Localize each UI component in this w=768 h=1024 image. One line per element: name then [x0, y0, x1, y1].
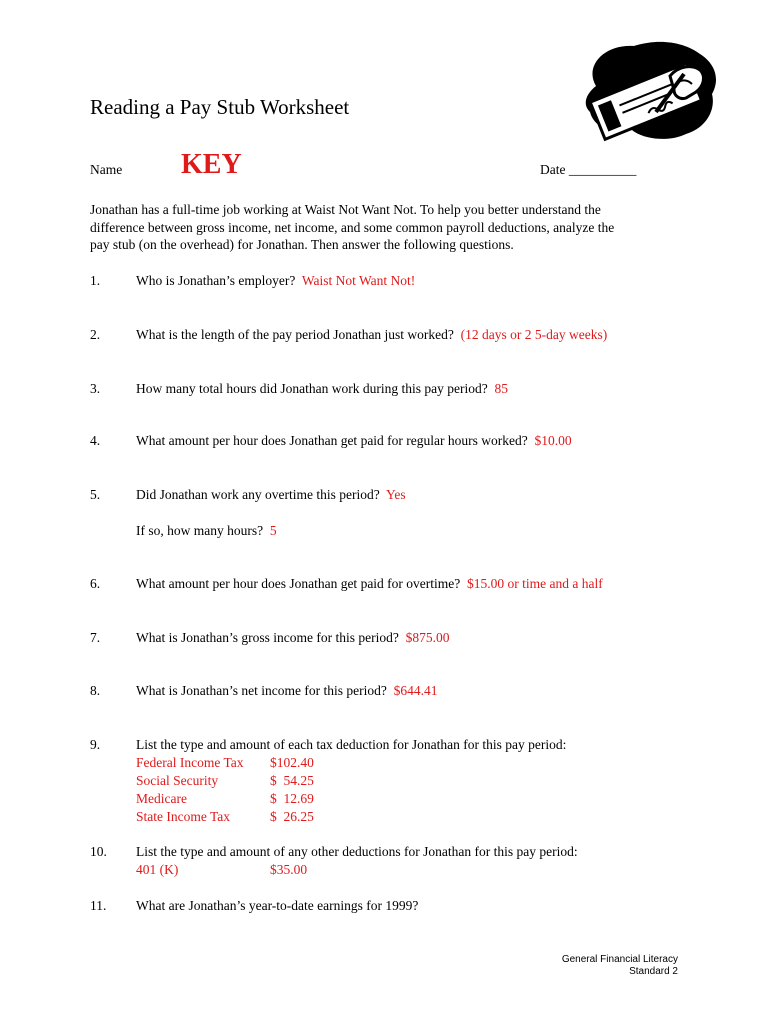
- question-text: How many total hours did Jonathan work during this pay period?: [136, 381, 488, 396]
- question-number: 2.: [90, 327, 101, 342]
- question-text: What is the length of the pay period Jonathan just worked?: [136, 327, 454, 342]
- answer-text: $15.00 or time and a half: [467, 576, 603, 591]
- deduction-amount: $102.40: [270, 755, 314, 770]
- date-field-label: Date __________: [540, 162, 637, 177]
- worksheet-title: Reading a Pay Stub Worksheet: [90, 95, 350, 119]
- question-2: [136, 326, 607, 344]
- question-3: [136, 380, 508, 398]
- question-10: List the type and amount of any other deductions for Jonathan for this pay period:: [136, 844, 578, 859]
- deduction-type: Federal Income Tax: [136, 755, 244, 770]
- question-number: 7.: [90, 630, 101, 645]
- deduction-type: 401 (K): [136, 862, 179, 877]
- hand-signing-check-icon: [574, 36, 720, 148]
- question-number: 6.: [90, 576, 101, 591]
- footer: [562, 954, 678, 978]
- question-text: Did Jonathan work any overtime this period?: [136, 487, 380, 502]
- question-number: 11.: [90, 898, 107, 913]
- question-4: [136, 432, 572, 450]
- question-7: [136, 629, 449, 647]
- question-number: 4.: [90, 433, 101, 448]
- intro-paragraph: [90, 201, 690, 254]
- answer-text: (12 days or 2 5-day weeks): [460, 327, 608, 342]
- footer-line: Standard 2: [629, 966, 678, 977]
- name-label: Name: [90, 162, 123, 177]
- deduction-amount: $ 54.25: [270, 773, 314, 788]
- deduction-amount: $35.00: [270, 862, 308, 877]
- question-number: 1.: [90, 273, 101, 288]
- question-text: What amount per hour does Jonathan get paid for regular hours worked?: [136, 433, 528, 448]
- question-5-followup: [136, 522, 277, 540]
- intro-line: difference between gross income, net income, and some common payroll deductions, analyze the: [90, 219, 615, 235]
- question-text: What is Jonathan’s net income for this period?: [136, 683, 387, 698]
- question-number: 3.: [90, 381, 101, 396]
- answer-key-label: KEY: [181, 149, 242, 180]
- question-8: [136, 682, 437, 700]
- deduction-amount: $ 26.25: [270, 809, 314, 824]
- intro-line: Jonathan has a full-time job working at Waist Not Want Not. To help you better understand the: [90, 202, 601, 217]
- footer-line: General Financial Literacy: [561, 954, 678, 965]
- question-11: What are Jonathan’s year-to-date earnings for 1999?: [136, 898, 419, 913]
- deduction-type: Social Security: [136, 773, 219, 788]
- deduction-type: Medicare: [136, 791, 187, 806]
- answer-text: $644.41: [393, 683, 438, 698]
- question-text: What is Jonathan’s gross income for this period?: [136, 630, 399, 645]
- intro-line: pay stub (on the overhead) for Jonathan. Then answer the following questions.: [90, 237, 514, 252]
- answer-text: Yes: [385, 487, 406, 502]
- question-number: 9.: [90, 737, 101, 752]
- question-number: 10.: [90, 844, 107, 859]
- answer-text: $10.00: [534, 433, 572, 448]
- question-1: [136, 272, 415, 290]
- question-number: 5.: [90, 487, 101, 502]
- answer-text: Waist Not Want Not!: [301, 273, 416, 288]
- answer-text: $875.00: [405, 630, 450, 645]
- question-text: What amount per hour does Jonathan get paid for overtime?: [136, 576, 461, 591]
- deduction-amount: $ 12.69: [270, 791, 314, 806]
- answer-text: 85: [494, 381, 508, 396]
- question-6: [136, 575, 603, 593]
- question-9: List the type and amount of each tax deduction for Jonathan for this pay period:: [136, 737, 567, 752]
- question-5: [136, 486, 406, 504]
- deduction-type: State Income Tax: [136, 809, 231, 824]
- question-text: If so, how many hours?: [136, 523, 264, 538]
- question-text: Who is Jonathan’s employer?: [136, 273, 296, 288]
- answer-text: 5: [269, 523, 277, 538]
- question-number: 8.: [90, 683, 101, 698]
